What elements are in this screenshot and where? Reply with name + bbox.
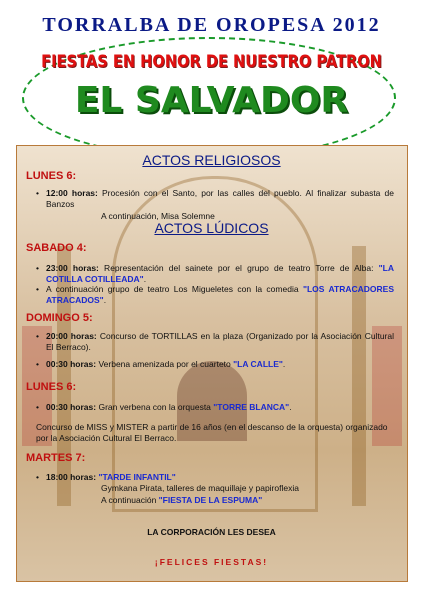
item-text: A continuación grupo de teatro Los Migueletes con la comedia bbox=[46, 284, 303, 294]
item-end: . bbox=[282, 359, 286, 369]
bullet-icon: • bbox=[36, 359, 39, 369]
list-item-tarde-infantil bbox=[36, 472, 394, 506]
closing-line-corporacion: LA CORPORACIÓN LES DESEA bbox=[147, 527, 276, 537]
list-item-sainete bbox=[36, 263, 394, 286]
day-label-lunes-religioso: LUNES 6: bbox=[26, 170, 77, 182]
item-highlight: "LA COTILLA COTILLEADA" bbox=[46, 263, 394, 285]
list-item-verbena-cuarteto bbox=[36, 359, 394, 370]
item-end: . bbox=[143, 274, 147, 285]
section-heading-ludicos bbox=[0, 220, 423, 236]
section-heading-religiosos-text: ACTOS RELIGIOSOS bbox=[142, 152, 281, 168]
closing-line-felices-fiestas: ¡FELICES FIESTAS! bbox=[154, 557, 269, 567]
list-item-body bbox=[46, 263, 394, 286]
bullet-icon: • bbox=[36, 331, 39, 341]
item-text: Procesión con el Santo, por las calles del pueblo. Al finalizar subasta de Banzos bbox=[46, 188, 394, 210]
day-label-lunes: LUNES 6: bbox=[26, 381, 77, 393]
list-item-body bbox=[46, 472, 394, 506]
main-title: EL SALVADOR bbox=[74, 80, 349, 121]
day-label-sabado: SABADO 4: bbox=[26, 242, 87, 254]
bullet-icon: • bbox=[36, 402, 39, 412]
item-time: 23:00 horas: bbox=[46, 263, 99, 273]
item-highlight: "FIESTA DE LA ESPUMA" bbox=[158, 494, 263, 505]
item-text: Representación del sainete por el grupo de teatro Torre de Alba: bbox=[98, 263, 379, 273]
bullet-icon: • bbox=[36, 188, 39, 198]
list-item-comedia bbox=[36, 284, 394, 307]
list-item-body bbox=[46, 188, 394, 222]
item-text-line2: Gymkana Pirata, talleres de maquillaje y papiroflexia bbox=[101, 483, 299, 494]
day-label-domingo: DOMINGO 5: bbox=[26, 312, 93, 324]
list-item-tortillas bbox=[36, 331, 394, 354]
item-text-line2: A continuación, Misa Solemne bbox=[101, 210, 215, 221]
item-highlight: "TORRE BLANCA" bbox=[213, 402, 290, 412]
bullet-icon: • bbox=[36, 263, 39, 273]
section-heading-ludicos-text: ACTOS LÚDICOS bbox=[154, 220, 269, 236]
list-item-body bbox=[46, 402, 394, 413]
item-highlight: "LOS ATRACADORES ATRACADOS" bbox=[46, 284, 395, 306]
item-text: Gran verbena con la orquesta bbox=[96, 402, 214, 412]
bullet-icon: • bbox=[36, 472, 39, 482]
item-highlight: "TARDE INFANTIL" bbox=[98, 472, 176, 482]
list-item-body bbox=[46, 284, 394, 307]
item-time: 12:00 horas: bbox=[46, 188, 98, 198]
item-end: . bbox=[289, 402, 292, 412]
item-text: A continuación bbox=[101, 494, 159, 505]
item-text: Concurso de TORTILLAS en la plaza (Organizado por la Asociación Cultural El Berraco). bbox=[46, 331, 394, 353]
list-item-body bbox=[46, 331, 394, 354]
item-text-line3 bbox=[101, 495, 394, 506]
day-label-martes: MARTES 7: bbox=[26, 452, 86, 464]
header-subtitle: FIESTAS EN HONOR DE NUESTRO PATRON bbox=[41, 52, 382, 72]
miss-mister-note: Concurso de MISS y MISTER a partir de 16 años (en el descanso de la orquesta) organizado por la Asociación Cultural El Berraco. bbox=[36, 422, 388, 444]
list-item-procesion bbox=[36, 188, 394, 222]
item-text: Verbena amenizada por el cuarteto bbox=[96, 359, 234, 369]
list-item-body bbox=[46, 359, 394, 370]
item-time: 00:30 horas: bbox=[46, 359, 97, 369]
header-title: TORRALBA DE OROPESA 2012 bbox=[42, 14, 381, 36]
item-time: 20:00 horas: bbox=[46, 331, 97, 341]
item-time: 18:00 horas: bbox=[46, 472, 97, 482]
section-heading-religiosos bbox=[0, 152, 423, 168]
item-time: 00:30 horas: bbox=[46, 402, 97, 412]
bullet-icon: • bbox=[36, 284, 39, 294]
item-end: . bbox=[103, 295, 107, 306]
list-item-gran-verbena bbox=[36, 402, 394, 413]
item-highlight: "LA CALLE" bbox=[233, 359, 283, 369]
